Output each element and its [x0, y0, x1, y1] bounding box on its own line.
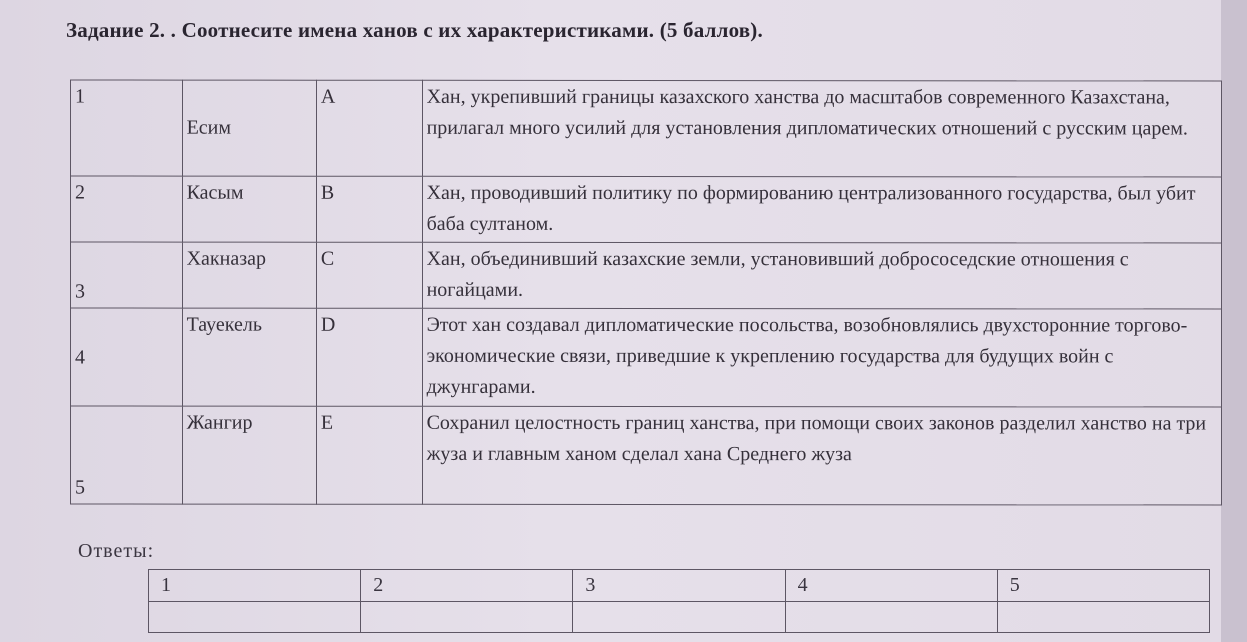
table-row: [71, 80, 1222, 177]
row-number: 2: [71, 176, 183, 242]
khan-name: Хакназар: [182, 242, 316, 308]
answer-column-number: 2: [361, 570, 573, 602]
answer-cell[interactable]: [997, 602, 1209, 633]
answer-letter: Е: [316, 406, 422, 504]
table-row: [71, 308, 1222, 407]
answer-letter: С: [316, 242, 422, 308]
answer-cell[interactable]: [361, 602, 573, 633]
answer-letter: В: [316, 176, 422, 242]
khan-description: Хан, укрепивший границы казахского ханства до масштабов современного Казахстана, прилагал много усилий для установления дипломатических отношений с русским царем.: [422, 80, 1221, 177]
answer-column-number: 5: [997, 570, 1209, 602]
table-row: [71, 242, 1222, 309]
answer-cell[interactable]: [573, 602, 785, 633]
row-number: 3: [71, 242, 183, 308]
answers-label: Ответы:: [78, 540, 155, 562]
task-title: Задание 2. . Соотнесите имена ханов с их характеристиками. (5 баллов).: [66, 18, 763, 42]
khan-name: Жангир: [182, 406, 316, 504]
answer-cell[interactable]: [149, 602, 361, 633]
answer-cell[interactable]: [785, 602, 997, 633]
answers-table: [148, 569, 1210, 633]
answers-input-row: [149, 602, 1210, 633]
answer-column-number: 1: [149, 570, 361, 602]
khan-name: Тауекель: [182, 308, 316, 406]
khan-name: Касым: [182, 176, 316, 242]
khan-name: Есим: [182, 80, 316, 176]
row-number: 5: [71, 406, 183, 504]
answer-column-number: 3: [573, 570, 785, 602]
page-edge: [1221, 0, 1247, 642]
matching-table: [70, 79, 1222, 505]
khan-description: Сохранил целостность границ ханства, при помощи своих законов разделил ханство на три жуза и главным ханом сделал хана Среднего жуза: [422, 406, 1221, 505]
table-row: [71, 406, 1222, 505]
answers-header-row: [149, 570, 1210, 602]
khan-description: Хан, объединивший казахские земли, установивший добрососедские отношения с ногайцами.: [422, 242, 1221, 309]
answer-letter: А: [316, 80, 422, 176]
table-row: [71, 176, 1222, 243]
khan-description: Этот хан создавал дипломатические посольства, возобновлялись двухсторонние торгово-экономические связи, приведшие к укреплению государства для будущих войн с джунгарами.: [422, 308, 1221, 407]
row-number: 4: [71, 308, 183, 406]
answer-column-number: 4: [785, 570, 997, 602]
answer-letter: D: [316, 308, 422, 406]
khan-description: Хан, проводивший политику по формированию централизованного государства, был убит баба султаном.: [422, 176, 1221, 243]
row-number: 1: [71, 80, 183, 176]
